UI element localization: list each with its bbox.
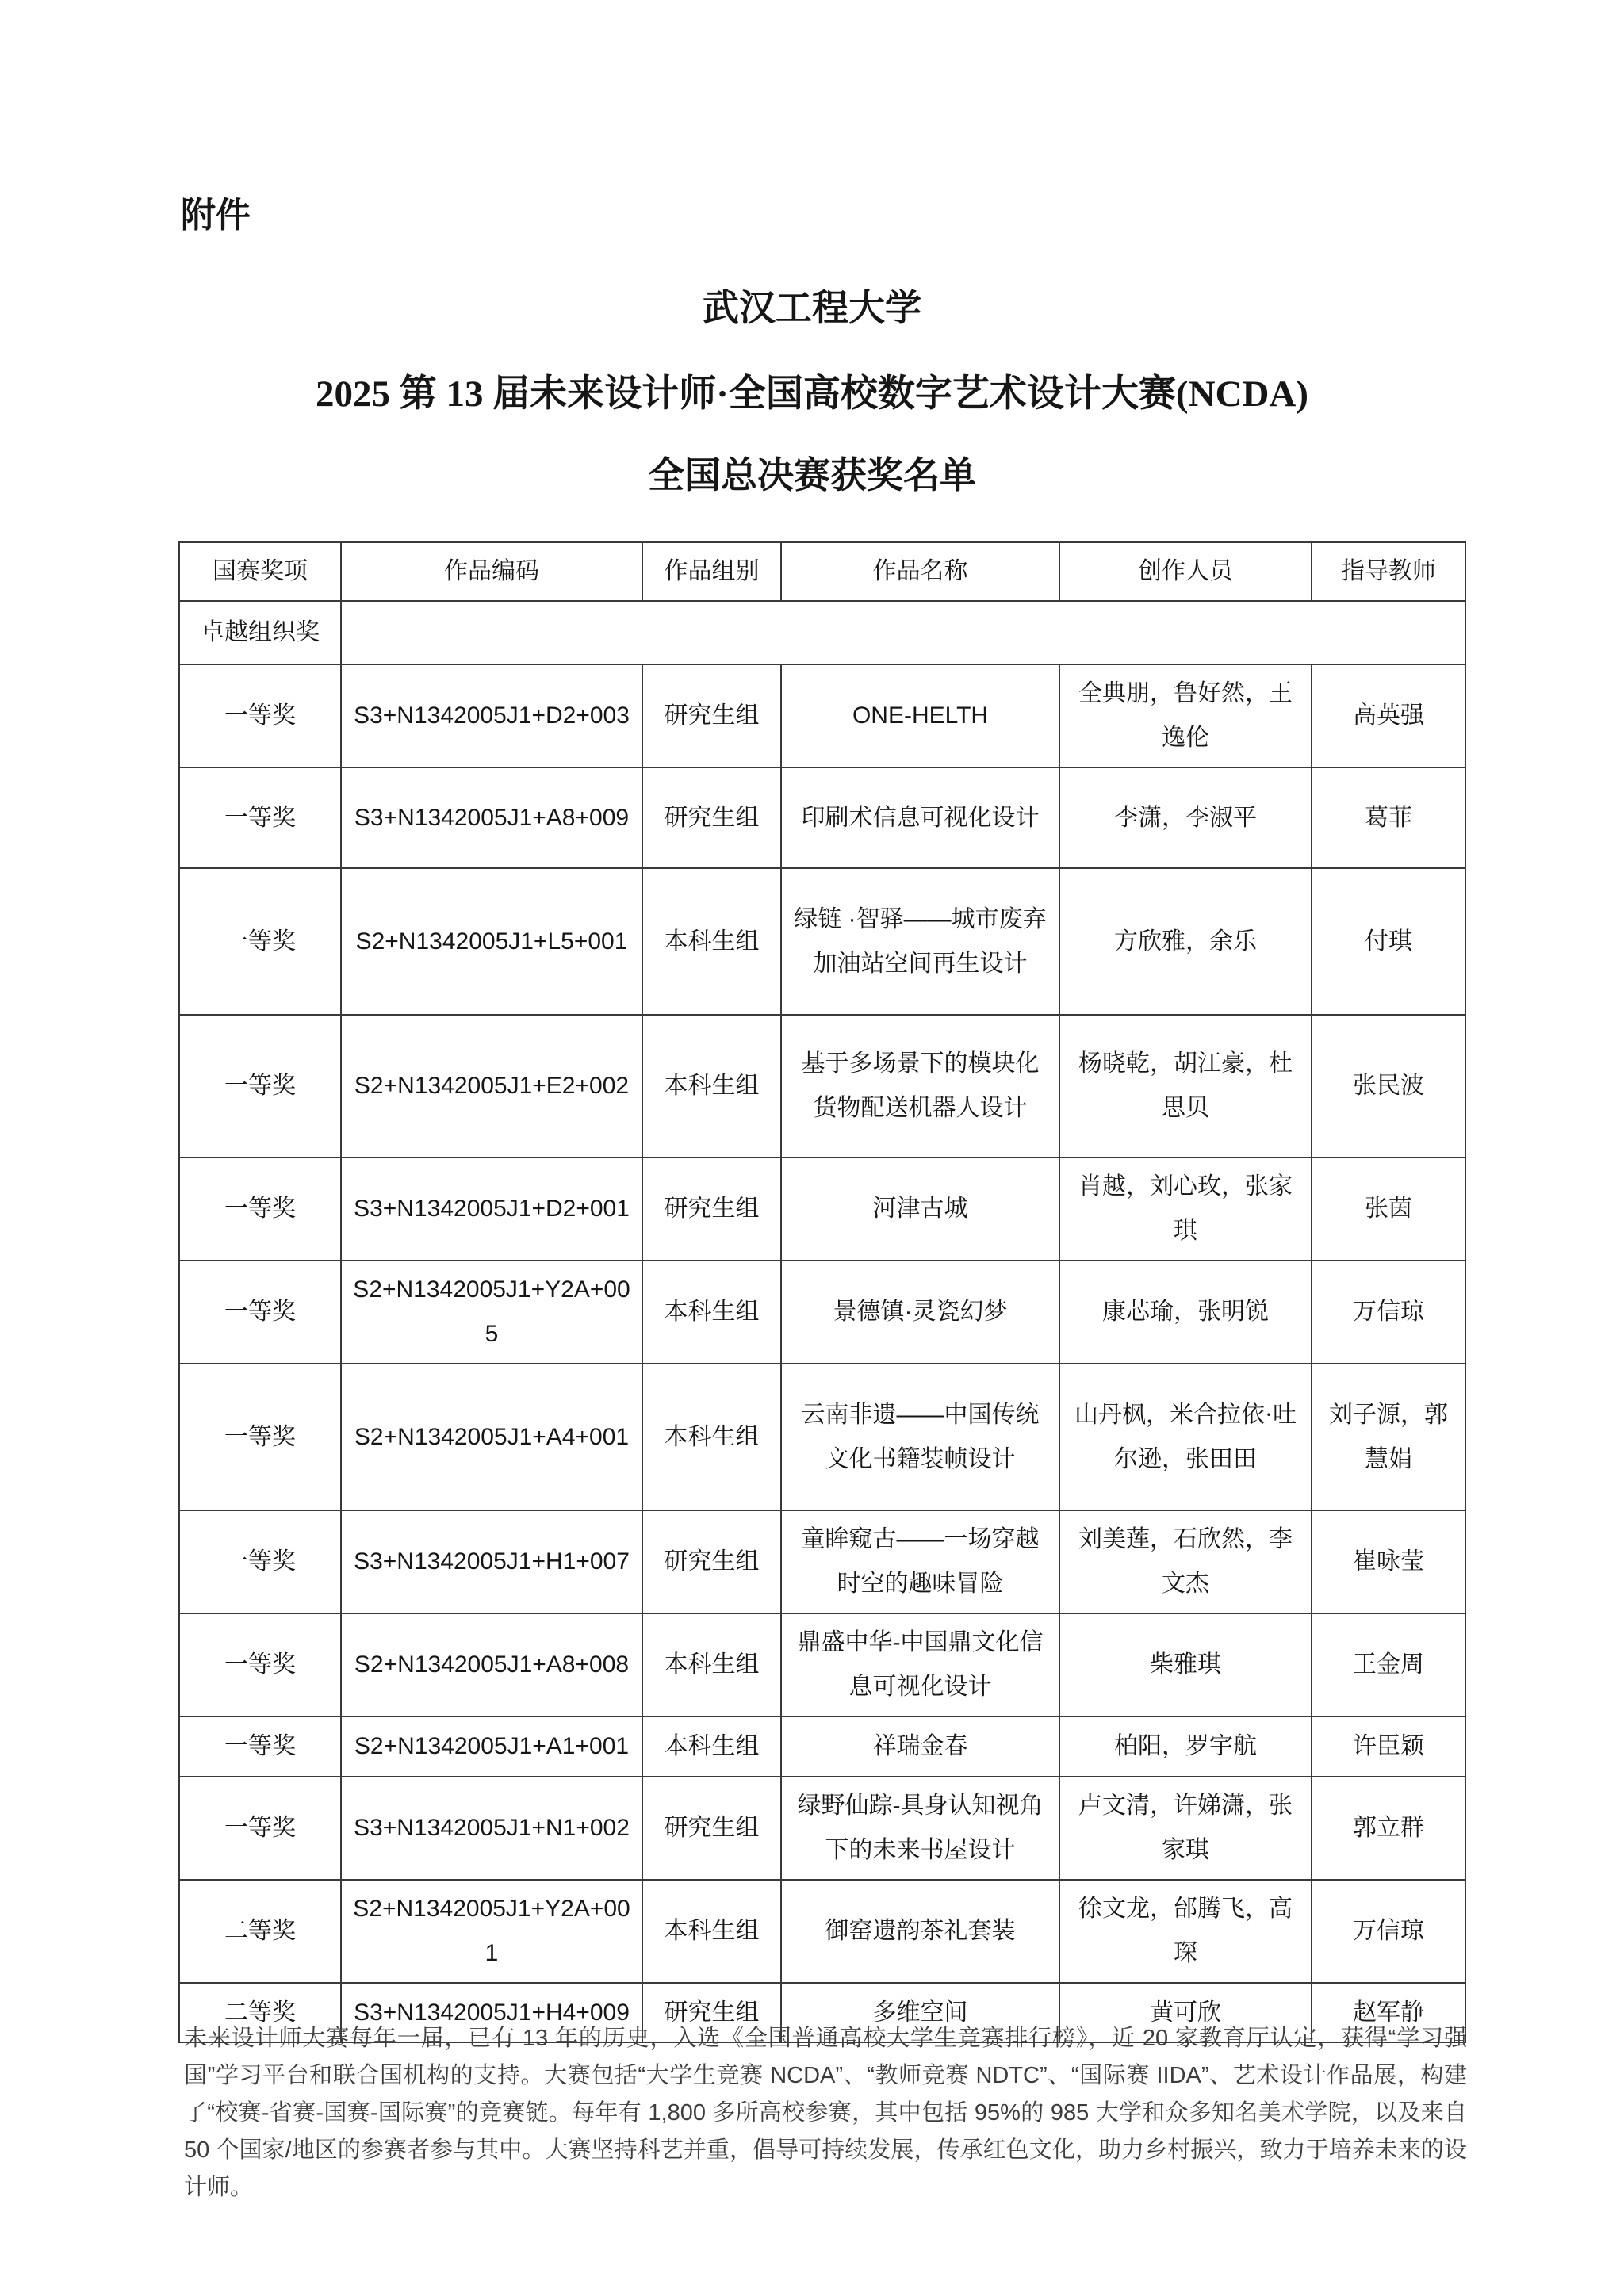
- award-cell: 二等奖: [179, 1880, 341, 1983]
- code-cell: S3+N1342005J1+D2+003: [341, 664, 642, 767]
- code-cell: S2+N1342005J1+A4+001: [341, 1364, 642, 1510]
- advisor-cell: 赵军静: [1312, 1983, 1465, 2042]
- code-cell: S2+N1342005J1+A1+001: [341, 1716, 642, 1777]
- creators-cell: 卢文清，许娣潇，张家琪: [1059, 1777, 1312, 1880]
- header-code: 作品编码: [341, 542, 642, 601]
- group-cell: 研究生组: [642, 1777, 781, 1880]
- award-cell: 一等奖: [179, 1777, 341, 1880]
- award-cell: 二等奖: [179, 1983, 341, 2042]
- table-row: [179, 1880, 1465, 1983]
- group-cell: 本科生组: [642, 1716, 781, 1777]
- table-row: [179, 1158, 1465, 1261]
- title-university: 武汉工程大学: [703, 288, 921, 328]
- award-cell: 一等奖: [179, 1510, 341, 1613]
- title-cell: ONE-HELTH: [781, 664, 1059, 767]
- advisor-cell: 郭立群: [1312, 1777, 1465, 1880]
- awards-table: [178, 541, 1466, 2043]
- footer-paragraph: 未来设计师大赛每年一届，已有 13 年的历史，入选《全国普通高校大学生竞赛排行榜》，近 20 家教育厅认定，获得“学习强国”学习平台和联合国机构的支持。大赛包括“大学生竞赛 NCDA”、“教师竞赛 NDTC”、“国际赛 IIDA”、艺术设计作品展，构建了“校赛-省赛-国赛-国际赛”的竞赛链。每年有 1,800 多所高校参赛，其中包括 95%的 985 大学和众多知名美术学院，以及来自 50 个国家/地区的参赛者参与其中。大赛坚持科艺并重，倡导可持续发展，传承红色文化，助力乡村振兴，致力于培养未来的设计师。: [184, 2026, 1467, 2200]
- group-cell: 研究生组: [642, 767, 781, 868]
- group-cell: 本科生组: [642, 868, 781, 1015]
- header-creators: 创作人员: [1059, 542, 1312, 601]
- group-cell: 本科生组: [642, 1613, 781, 1716]
- group-cell: 研究生组: [642, 1158, 781, 1261]
- group-cell: 本科生组: [642, 1880, 781, 1983]
- table-row: [179, 767, 1465, 868]
- title-cell: 景德镇·灵瓷幻梦: [781, 1261, 1059, 1364]
- creators-cell: 康芯瑜，张明锐: [1059, 1261, 1312, 1364]
- creators-cell: 柏阳，罗宇航: [1059, 1716, 1312, 1777]
- creators-cell: 黄可欣: [1059, 1983, 1312, 2042]
- advisor-cell: 张民波: [1312, 1015, 1465, 1158]
- award-cell: 一等奖: [179, 1015, 341, 1158]
- code-cell: S2+N1342005J1+E2+002: [341, 1015, 642, 1158]
- code-cell: S3+N1342005J1+N1+002: [341, 1777, 642, 1880]
- special-award-row: [179, 601, 1465, 664]
- advisor-cell: 许臣颖: [1312, 1716, 1465, 1777]
- code-cell: S3+N1342005J1+A8+009: [341, 767, 642, 868]
- award-cell: 一等奖: [179, 1261, 341, 1364]
- creators-cell: 山丹枫，米合拉依·吐尔逊，张田田: [1059, 1364, 1312, 1510]
- title-cell: 祥瑞金春: [781, 1716, 1059, 1777]
- award-cell: 一等奖: [179, 1158, 341, 1261]
- code-cell: S3+N1342005J1+H4+009: [341, 1983, 642, 2042]
- table-header-row: [179, 542, 1465, 601]
- table-row: [179, 1261, 1465, 1364]
- title-cell: 云南非遗——中国传统文化书籍装帧设计: [781, 1364, 1059, 1510]
- group-cell: 研究生组: [642, 1983, 781, 2042]
- title-cell: 御窑遗韵茶礼套装: [781, 1880, 1059, 1983]
- header-advisor: 指导教师: [1312, 542, 1465, 601]
- advisor-cell: 高英强: [1312, 664, 1465, 767]
- creators-cell: 杨晓乾，胡江豪，杜思贝: [1059, 1015, 1312, 1158]
- code-cell: S2+N1342005J1+L5+001: [341, 868, 642, 1015]
- award-cell: 一等奖: [179, 767, 341, 868]
- advisor-cell: 王金周: [1312, 1613, 1465, 1716]
- award-cell: 卓越组织奖: [179, 601, 341, 664]
- header-award: 国赛奖项: [179, 542, 341, 601]
- advisor-cell: 张茵: [1312, 1158, 1465, 1261]
- creators-cell: 徐文龙，邰腾飞，高琛: [1059, 1880, 1312, 1983]
- title-cell: 多维空间: [781, 1983, 1059, 2042]
- table-row: [179, 1510, 1465, 1613]
- table-row: [179, 1015, 1465, 1158]
- table-row: [179, 1364, 1465, 1510]
- code-cell: S2+N1342005J1+A8+008: [341, 1613, 642, 1716]
- advisor-cell: 万信琼: [1312, 1880, 1465, 1983]
- title-cell: 印刷术信息可视化设计: [781, 767, 1059, 868]
- title-cell: 童眸窥古——一场穿越时空的趣味冒险: [781, 1510, 1059, 1613]
- group-cell: 本科生组: [642, 1261, 781, 1364]
- advisor-cell: 刘子源，郭慧娟: [1312, 1364, 1465, 1510]
- group-cell: 本科生组: [642, 1364, 781, 1510]
- table-row: [179, 1613, 1465, 1716]
- creators-cell: 方欣雅，余乐: [1059, 868, 1312, 1015]
- group-cell: 研究生组: [642, 1510, 781, 1613]
- code-cell: S2+N1342005J1+Y2A+001: [341, 1880, 642, 1983]
- header-group: 作品组别: [642, 542, 781, 601]
- creators-cell: 肖越，刘心玫，张家琪: [1059, 1158, 1312, 1261]
- table-row: [179, 1777, 1465, 1880]
- table-row: [179, 664, 1465, 767]
- title-competition: 2025 第 13 届未来设计师·全国高校数字艺术设计大赛(NCDA): [316, 373, 1308, 415]
- award-cell: 一等奖: [179, 1716, 341, 1777]
- creators-cell: 柴雅琪: [1059, 1613, 1312, 1716]
- creators-cell: 刘美莲，石欣然，李文杰: [1059, 1510, 1312, 1613]
- award-cell: 一等奖: [179, 868, 341, 1015]
- advisor-cell: 崔咏莹: [1312, 1510, 1465, 1613]
- advisor-cell: 付琪: [1312, 868, 1465, 1015]
- title-cell: 绿野仙踪-具身认知视角下的未来书屋设计: [781, 1777, 1059, 1880]
- code-cell: S2+N1342005J1+Y2A+005: [341, 1261, 642, 1364]
- advisor-cell: 万信琼: [1312, 1261, 1465, 1364]
- code-cell: S3+N1342005J1+H1+007: [341, 1510, 642, 1613]
- award-cell: 一等奖: [179, 664, 341, 767]
- merged-empty-cell: [341, 601, 1465, 664]
- advisor-cell: 葛菲: [1312, 767, 1465, 868]
- award-cell: 一等奖: [179, 1364, 341, 1510]
- title-cell: 河津古城: [781, 1158, 1059, 1261]
- header-title: 作品名称: [781, 542, 1059, 601]
- code-cell: S3+N1342005J1+D2+001: [341, 1158, 642, 1261]
- title-cell: 基于多场景下的模块化货物配送机器人设计: [781, 1015, 1059, 1158]
- title-award-list: 全国总决赛获奖名单: [648, 455, 976, 496]
- title-cell: 绿链 ·智驿——城市废弃加油站空间再生设计: [781, 868, 1059, 1015]
- group-cell: 本科生组: [642, 1015, 781, 1158]
- title-cell: 鼎盛中华-中国鼎文化信息可视化设计: [781, 1613, 1059, 1716]
- award-cell: 一等奖: [179, 1613, 341, 1716]
- table-row: [179, 868, 1465, 1015]
- table-row: [179, 1716, 1465, 1777]
- creators-cell: 李潇，李淑平: [1059, 767, 1312, 868]
- creators-cell: 全典朋，鲁好然，王逸伦: [1059, 664, 1312, 767]
- attachment-label: 附件: [181, 196, 251, 235]
- group-cell: 研究生组: [642, 664, 781, 767]
